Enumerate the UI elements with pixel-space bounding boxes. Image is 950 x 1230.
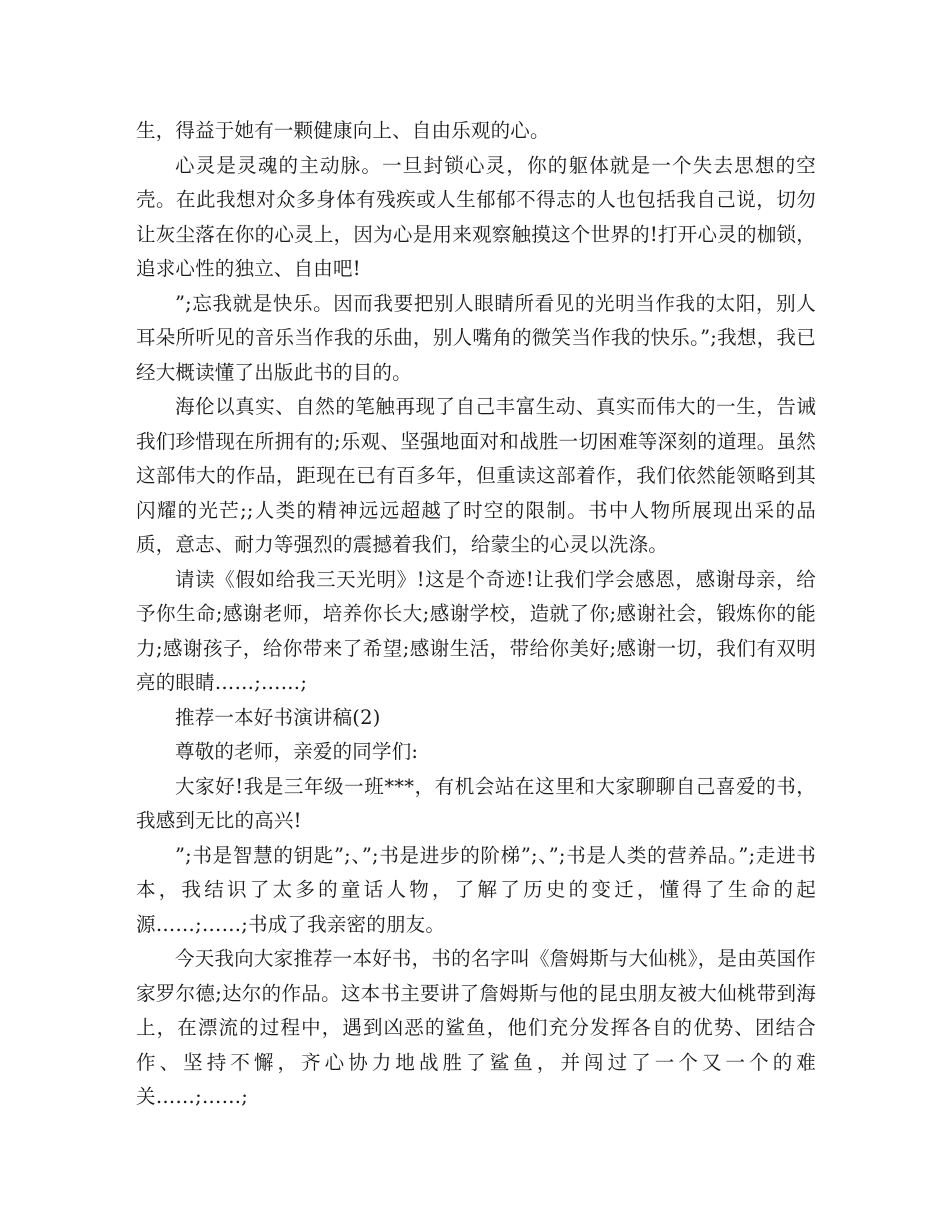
- paragraph-2: 心灵是灵魂的主动脉。一旦封锁心灵，你的躯体就是一个失去思想的空壳。在此我想对众多身体有残疾或人生郁郁不得志的人也包括我自己说，切勿让灰尘落在你的心灵上，因为心是用来观察触摸这个世界的!打开心灵的枷锁，追求心性的独立、自由吧!: [136, 153, 816, 280]
- paragraph-9: ”;书是智慧的钥匙”;、”;书是进步的阶梯”;、”;书是人类的营养品。”;走进书本，我结识了太多的童话人物，了解了历史的变迁，懂得了生命的起源……;……;书成了我亲密的朋友。: [136, 843, 816, 936]
- document-body: [136, 114, 816, 1115]
- paragraph-8: 大家好!我是三年级一班***，有机会站在这里和大家聊聊自己喜爱的书，我感到无比的高兴!: [136, 774, 816, 832]
- paragraph-3: ”;忘我就是快乐。因而我要把别人眼睛所看见的光明当作我的太阳，别人耳朵所听见的音乐当作我的乐曲，别人嘴角的微笑当作我的快乐。”;我想，我已经大概读懂了出版此书的目的。: [136, 291, 816, 384]
- paragraph-10: 今天我向大家推荐一本好书，书的名字叫《詹姆斯与大仙桃》，是由英国作家罗尔德;达尔的作品。这本书主要讲了詹姆斯与他的昆虫朋友被大仙桃带到海上，在漂流的过程中，遇到凶恶的鲨鱼，他们充分发挥各自的优势、团结合作、坚持不懈，齐心协力地战胜了鲨鱼，并闯过了一个又一个的难关……;……;: [136, 947, 816, 1108]
- section-heading: 推荐一本好书演讲稿(2): [175, 705, 381, 729]
- salutation: 尊敬的老师，亲爱的同学们:: [175, 740, 419, 763]
- paragraph-5: 请读《假如给我三天光明》!这是个奇迹!让我们学会感恩，感谢母亲，给予你生命;感谢老师，培养你长大;感谢学校，造就了你;感谢社会，锻炼你的能力;感谢孩子，给你带来了希望;感谢生活，带给你美好;感谢一切，我们有双明亮的眼睛……;……;: [136, 567, 816, 694]
- paragraph-4: 海伦以真实、自然的笔触再现了自己丰富生动、真实而伟大的一生，告诫我们珍惜现在所拥有的;乐观、坚强地面对和战胜一切困难等深刻的道理。虽然这部伟大的作品，距现在已有百多年，但重读这部着作，我们依然能领略到其闪耀的光芒;;人类的精神远远超越了时空的限制。书中人物所展现出采的品质，意志、耐力等强烈的震撼着我们，给蒙尘的心灵以洗涤。: [136, 395, 816, 556]
- paragraph-1: 生，得益于她有一颗健康向上、自由乐观的心。: [136, 119, 550, 142]
